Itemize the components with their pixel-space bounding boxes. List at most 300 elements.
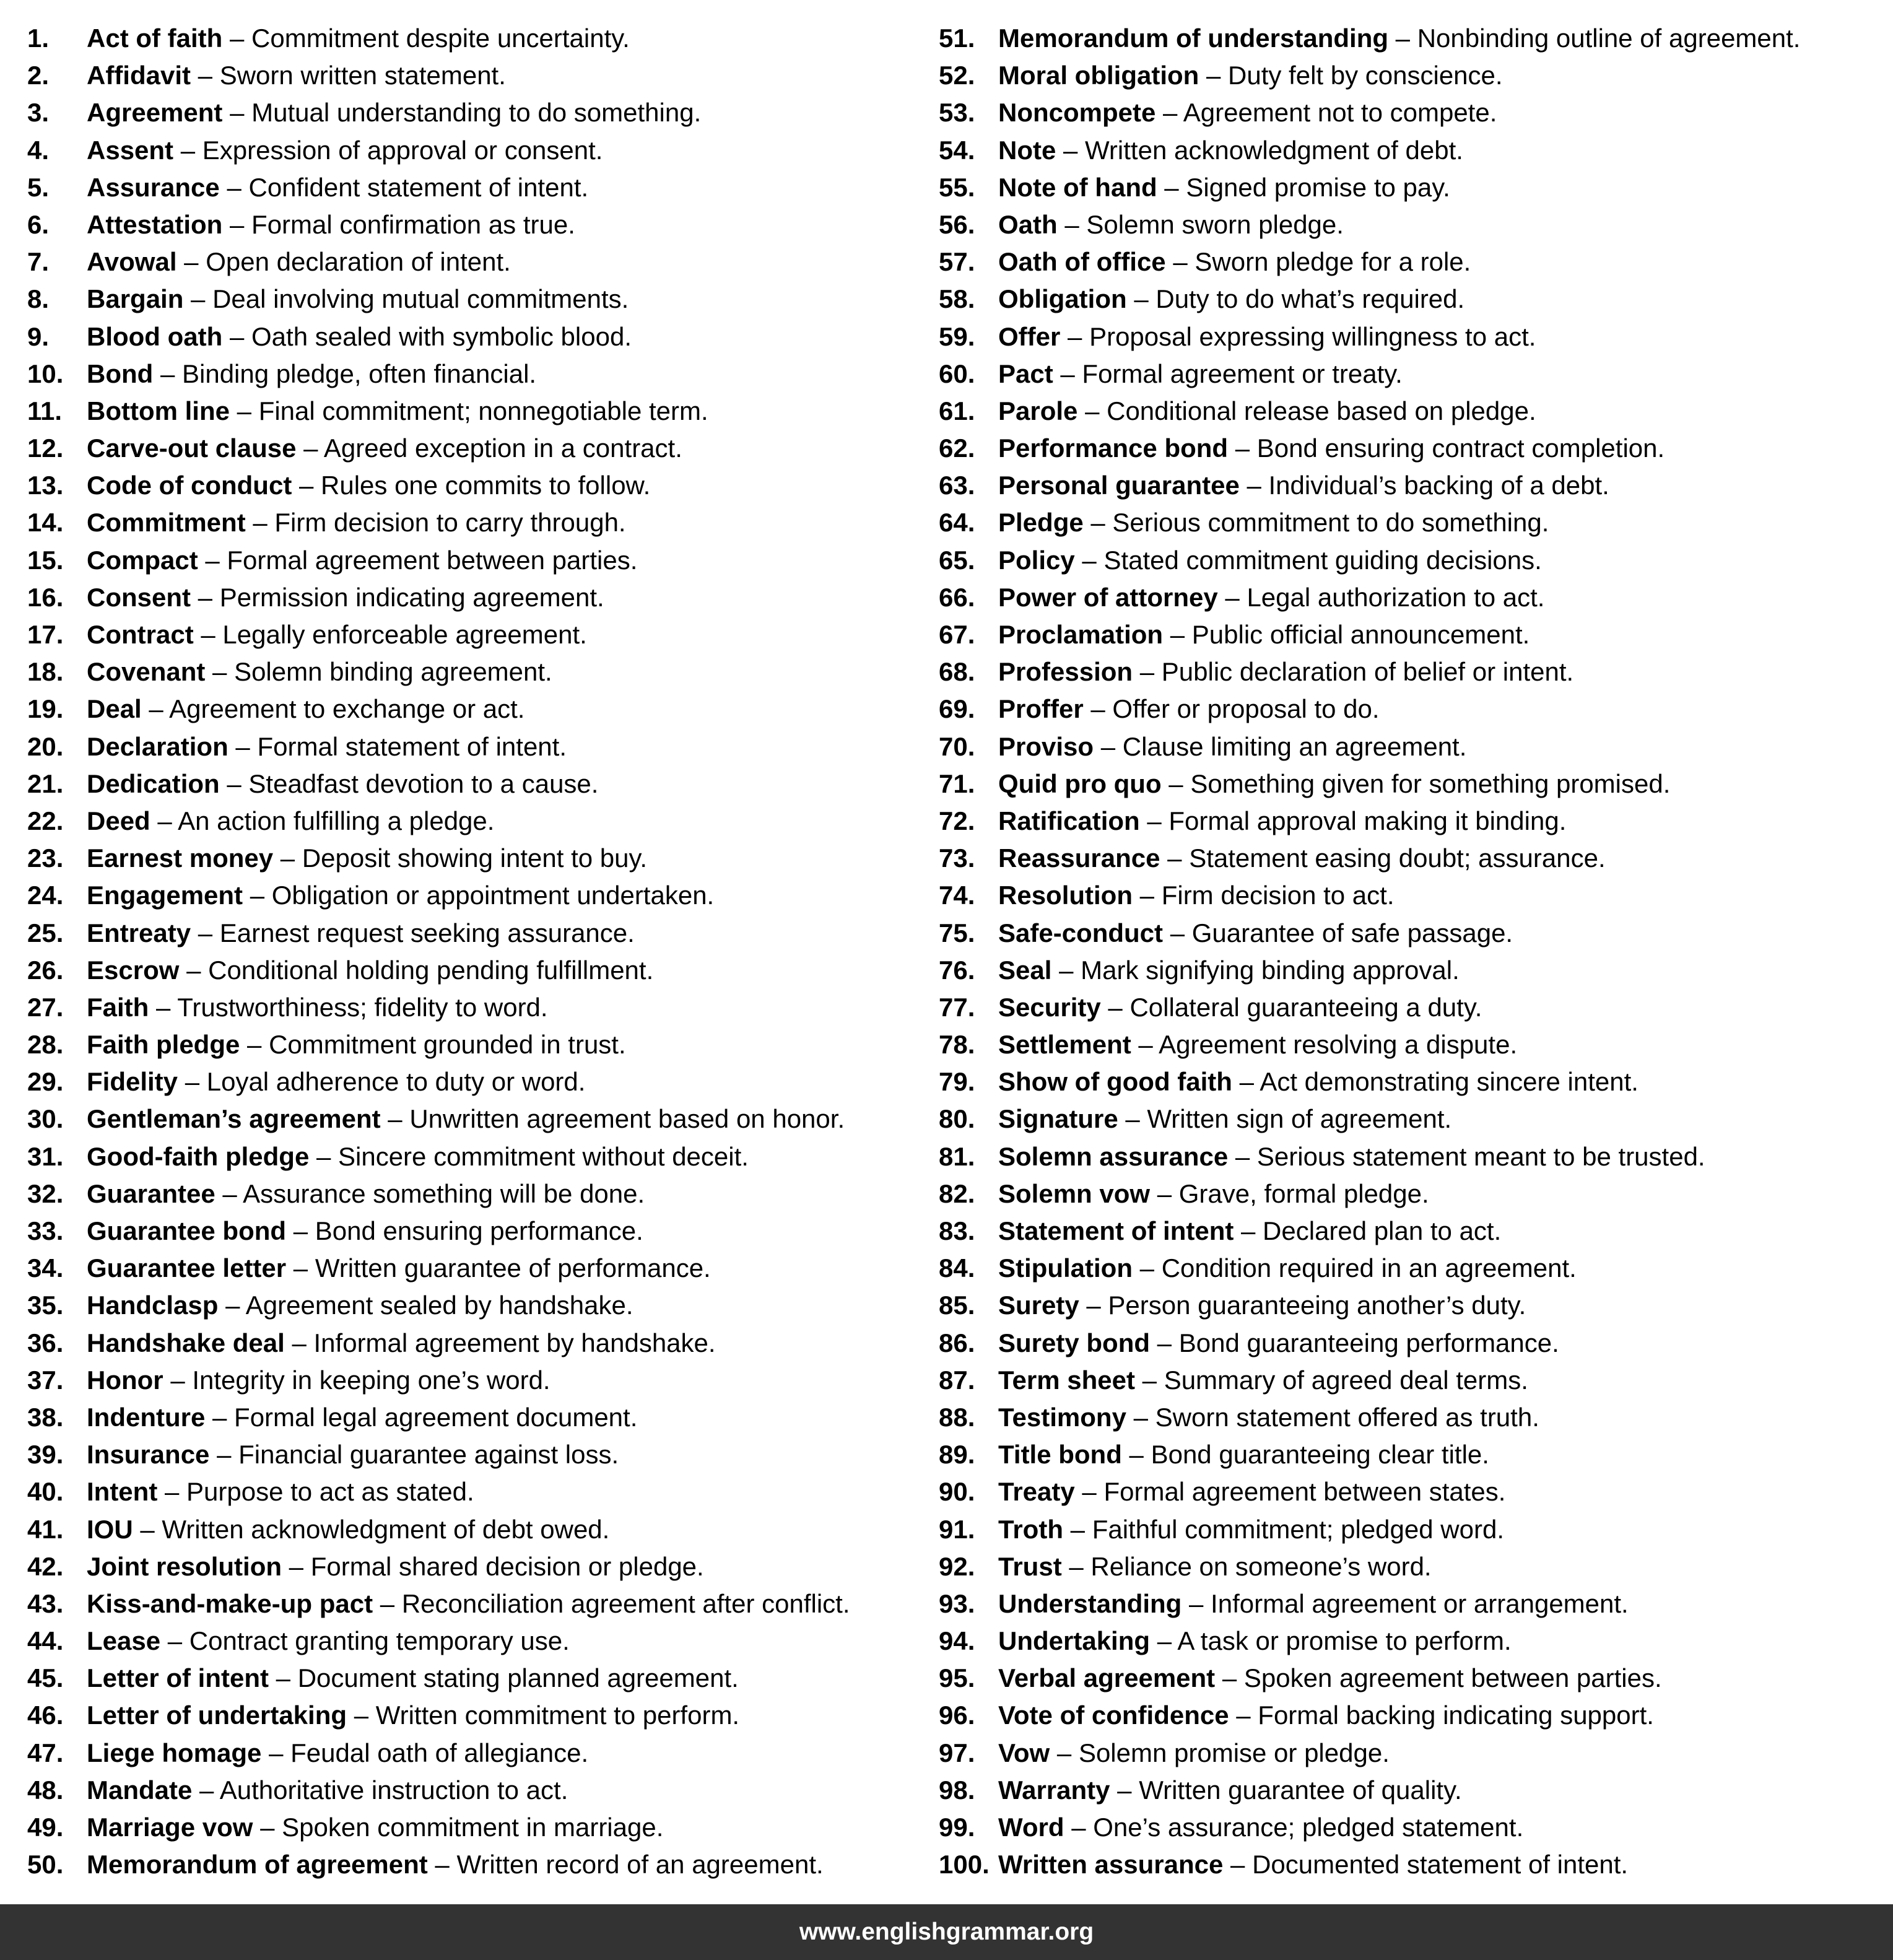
item-text	[87, 1399, 637, 1436]
item-separator: –	[1150, 1328, 1179, 1357]
item-definition: Informal agreement by handshake.	[313, 1328, 716, 1357]
item-text	[998, 952, 1460, 989]
list-item	[939, 504, 1880, 541]
item-number: 94.	[939, 1626, 975, 1656]
item-separator: –	[1057, 209, 1087, 239]
item-definition: Expression of approval or consent.	[202, 135, 603, 165]
item-definition: Trustworthiness; fidelity to word.	[177, 992, 548, 1022]
list-item	[27, 803, 925, 840]
item-text	[998, 1809, 1523, 1846]
list-item	[27, 1697, 925, 1734]
item-definition: Final commitment; nonnegotiable term.	[258, 396, 708, 425]
item-number: 77.	[939, 992, 975, 1022]
item-term: Dedication	[87, 769, 220, 798]
item-number: 14.	[27, 508, 64, 538]
footer-bar	[0, 1904, 1893, 1960]
item-definition: Formal agreement or treaty.	[1082, 359, 1403, 388]
item-definition: Oath sealed with symbolic blood.	[251, 321, 632, 351]
item-separator: –	[1077, 396, 1107, 425]
item-number: 41.	[27, 1514, 64, 1544]
item-text	[87, 989, 548, 1026]
item-separator: –	[229, 396, 259, 425]
item-text	[998, 1138, 1705, 1175]
item-text	[998, 20, 1800, 57]
item-term: Faith pledge	[87, 1030, 240, 1060]
item-separator: –	[1199, 61, 1229, 90]
item-text	[87, 94, 701, 131]
item-text	[998, 504, 1549, 541]
item-text	[87, 1250, 711, 1287]
list-item	[27, 169, 925, 206]
list-item	[27, 318, 925, 355]
item-number: 28.	[27, 1030, 64, 1060]
item-term: Kiss-and-make-up pact	[87, 1588, 373, 1618]
item-number: 62.	[939, 433, 975, 463]
list-item	[939, 1250, 1880, 1287]
item-separator: –	[1126, 284, 1156, 314]
list-item	[939, 1287, 1880, 1324]
item-separator: –	[1133, 657, 1162, 687]
item-definition: Condition required in an agreement.	[1161, 1253, 1577, 1283]
list-item	[27, 1772, 925, 1809]
item-number: 40.	[27, 1477, 64, 1507]
item-number: 87.	[939, 1365, 975, 1395]
item-definition: Firm decision to carry through.	[274, 508, 626, 538]
item-separator: –	[191, 918, 220, 947]
item-term: Note of hand	[998, 172, 1157, 202]
item-text	[87, 1138, 749, 1175]
item-text	[87, 840, 647, 877]
item-text	[87, 1362, 550, 1399]
item-term: Attestation	[87, 209, 223, 239]
item-number: 73.	[939, 843, 975, 873]
list-item	[27, 1622, 925, 1660]
item-number: 70.	[939, 731, 975, 761]
item-term: Lease	[87, 1626, 161, 1656]
item-definition: Bond guaranteeing clear title.	[1151, 1440, 1489, 1470]
list-item	[939, 94, 1880, 131]
item-number: 26.	[27, 955, 64, 985]
item-text	[87, 1660, 739, 1697]
item-separator: –	[222, 209, 252, 239]
item-number: 88.	[939, 1402, 975, 1432]
item-term: Moral obligation	[998, 61, 1199, 90]
item-term: Statement of intent	[998, 1216, 1234, 1245]
item-number: 3.	[27, 98, 50, 128]
item-separator: –	[1074, 545, 1104, 575]
item-separator: –	[219, 172, 249, 202]
item-number: 12.	[27, 433, 64, 463]
item-number: 56.	[939, 209, 975, 239]
list-item	[939, 467, 1880, 504]
list-item	[939, 1473, 1880, 1510]
item-term: Vow	[998, 1738, 1050, 1767]
item-definition: Mark signifying binding approval.	[1081, 955, 1460, 985]
item-number: 76.	[939, 955, 975, 985]
list-item	[27, 94, 925, 131]
list-item	[939, 1585, 1880, 1622]
list-item	[939, 57, 1880, 94]
item-text	[998, 1436, 1489, 1473]
item-number: 69.	[939, 694, 975, 724]
item-definition: Spoken commitment in marriage.	[282, 1813, 664, 1842]
item-number: 54.	[939, 135, 975, 165]
item-separator: –	[133, 1514, 162, 1544]
item-term: Covenant	[87, 657, 206, 687]
item-definition: Written sign of agreement.	[1147, 1104, 1452, 1134]
item-term: Note	[998, 135, 1056, 165]
item-separator: –	[284, 1328, 314, 1357]
item-text	[998, 616, 1530, 653]
item-separator: –	[173, 135, 202, 165]
list-item	[939, 169, 1880, 206]
item-term: Good-faith pledge	[87, 1141, 310, 1171]
item-text	[998, 803, 1566, 840]
item-term: Surety	[998, 1291, 1079, 1320]
list-item	[27, 1287, 925, 1324]
list-item	[27, 206, 925, 243]
item-definition: Proposal expressing willingness to act.	[1089, 321, 1536, 351]
item-separator: –	[209, 1440, 239, 1470]
item-term: Proviso	[998, 731, 1094, 761]
list-item	[27, 1175, 925, 1213]
item-number: 48.	[27, 1775, 64, 1805]
item-term: Performance bond	[998, 433, 1229, 463]
item-term: Guarantee	[87, 1178, 215, 1208]
item-term: Act of faith	[87, 24, 223, 53]
list-item	[27, 542, 925, 579]
item-separator: –	[1163, 620, 1192, 649]
item-number: 25.	[27, 918, 64, 947]
item-term: Stipulation	[998, 1253, 1133, 1283]
item-definition: Grave, formal pledge.	[1178, 1178, 1429, 1208]
list-item	[939, 1622, 1880, 1660]
item-text	[87, 132, 603, 169]
item-number: 90.	[939, 1477, 975, 1507]
item-term: Letter of intent	[87, 1663, 269, 1693]
list-item	[939, 1213, 1880, 1250]
item-term: Affidavit	[87, 61, 191, 90]
item-text	[87, 728, 567, 765]
item-definition: Formal shared decision or pledge.	[310, 1551, 704, 1581]
item-separator: –	[183, 284, 213, 314]
item-term: Undertaking	[998, 1626, 1151, 1656]
item-separator: –	[282, 1551, 311, 1581]
item-number: 30.	[27, 1104, 64, 1134]
item-number: 79.	[939, 1067, 975, 1097]
item-separator: –	[219, 769, 249, 798]
list-item	[939, 393, 1880, 430]
item-definition: Reliance on someone’s word.	[1090, 1551, 1432, 1581]
item-separator: –	[286, 1253, 315, 1283]
item-separator: –	[228, 731, 258, 761]
item-separator: –	[268, 1663, 298, 1693]
item-number: 45.	[27, 1663, 64, 1693]
item-term: Proclamation	[998, 620, 1164, 649]
item-number: 72.	[939, 806, 975, 835]
item-text	[998, 393, 1536, 430]
item-term: Bond	[87, 359, 154, 388]
item-separator: –	[347, 1701, 376, 1730]
item-definition: Agreement sealed by handshake.	[245, 1291, 633, 1320]
item-separator: –	[1234, 1216, 1263, 1245]
item-definition: Formal statement of intent.	[257, 731, 567, 761]
item-definition: Informal agreement or arrangement.	[1211, 1588, 1629, 1618]
item-separator: –	[1053, 359, 1082, 388]
item-definition: Open declaration of intent.	[206, 247, 511, 277]
item-definition: A task or promise to perform.	[1177, 1626, 1512, 1656]
item-term: Guarantee bond	[87, 1216, 287, 1245]
item-separator: –	[178, 1067, 207, 1097]
item-separator: –	[163, 1365, 193, 1395]
item-separator: –	[1232, 1067, 1260, 1097]
item-text	[87, 1325, 716, 1362]
item-definition: Agreed exception in a contract.	[323, 433, 682, 463]
item-term: Oath	[998, 209, 1058, 239]
item-term: Memorandum of agreement	[87, 1850, 428, 1879]
list-item	[27, 989, 925, 1026]
item-text	[998, 1175, 1429, 1213]
item-number: 58.	[939, 284, 975, 314]
item-number: 38.	[27, 1402, 64, 1432]
item-number: 78.	[939, 1030, 975, 1060]
item-number: 31.	[27, 1141, 64, 1171]
item-number: 95.	[939, 1663, 975, 1693]
item-definition: Written record of an agreement.	[456, 1850, 824, 1879]
item-text	[87, 1063, 585, 1100]
item-text	[87, 206, 575, 243]
item-separator: –	[1229, 1701, 1258, 1730]
item-definition: Agreement not to compete.	[1183, 98, 1497, 128]
list-item	[27, 1436, 925, 1473]
list-item	[27, 20, 925, 57]
item-separator: –	[205, 657, 235, 687]
item-number: 51.	[939, 24, 975, 53]
list-item	[27, 1548, 925, 1585]
list-item	[939, 653, 1880, 690]
item-separator: –	[1217, 582, 1247, 612]
list-item	[27, 355, 925, 393]
list-item	[27, 1362, 925, 1399]
word-list-left-column	[27, 20, 925, 1883]
item-number: 61.	[939, 396, 975, 425]
item-number: 85.	[939, 1291, 975, 1320]
list-item	[939, 355, 1880, 393]
item-term: Safe-conduct	[998, 918, 1164, 947]
item-definition: Bond ensuring contract completion.	[1256, 433, 1665, 463]
item-term: Treaty	[998, 1477, 1075, 1507]
item-text	[998, 1511, 1504, 1548]
list-item	[939, 20, 1880, 57]
item-term: Signature	[998, 1104, 1118, 1134]
footer-url: www.englishgrammar.org	[799, 1919, 1094, 1945]
item-number: 80.	[939, 1104, 975, 1134]
item-term: Seal	[998, 955, 1052, 985]
item-definition: Rules one commits to follow.	[321, 471, 651, 500]
item-number: 16.	[27, 582, 64, 612]
item-separator: –	[1094, 731, 1123, 761]
item-number: 2.	[27, 61, 50, 90]
item-definition: Firm decision to act.	[1161, 881, 1395, 910]
item-term: Understanding	[998, 1588, 1182, 1618]
item-text	[87, 915, 635, 952]
list-item	[27, 840, 925, 877]
list-item	[27, 1100, 925, 1138]
item-number: 68.	[939, 657, 975, 687]
item-definition: Legal authorization to act.	[1247, 582, 1545, 612]
item-text	[998, 1697, 1654, 1734]
item-term: Commitment	[87, 508, 246, 538]
item-separator: –	[1163, 918, 1192, 947]
item-definition: Written acknowledgment of debt owed.	[162, 1514, 610, 1544]
item-term: Marriage vow	[87, 1813, 253, 1842]
item-separator: –	[261, 1738, 291, 1767]
item-separator: –	[1150, 1626, 1178, 1656]
item-text	[87, 1548, 704, 1585]
item-text	[998, 57, 1503, 94]
item-separator: –	[1139, 806, 1169, 835]
item-text	[998, 989, 1482, 1026]
item-number: 83.	[939, 1216, 975, 1245]
item-text	[87, 393, 708, 430]
item-definition: Formal approval making it binding.	[1168, 806, 1567, 835]
list-item	[27, 504, 925, 541]
item-separator: –	[215, 1178, 243, 1208]
item-text	[998, 318, 1536, 355]
item-number: 10.	[27, 359, 64, 388]
item-separator: –	[1074, 1477, 1104, 1507]
list-item	[27, 653, 925, 690]
item-definition: One’s assurance; pledged statement.	[1093, 1813, 1524, 1842]
item-term: Verbal agreement	[998, 1663, 1216, 1693]
item-text	[998, 1772, 1462, 1809]
item-separator: –	[1165, 247, 1195, 277]
item-number: 65.	[939, 545, 975, 575]
item-text	[87, 243, 511, 281]
list-item	[939, 1138, 1880, 1175]
item-term: Handclasp	[87, 1291, 219, 1320]
item-separator: –	[292, 471, 321, 500]
list-item	[939, 1063, 1880, 1100]
list-item	[27, 1026, 925, 1063]
item-text	[998, 243, 1471, 281]
item-text	[998, 94, 1497, 131]
item-text	[87, 1735, 588, 1772]
item-definition: Offer or proposal to do.	[1112, 694, 1380, 724]
item-number: 15.	[27, 545, 64, 575]
item-separator: –	[380, 1104, 410, 1134]
item-separator: –	[1051, 955, 1081, 985]
item-definition: Commitment grounded in trust.	[269, 1030, 626, 1060]
item-term: Pledge	[998, 508, 1084, 538]
item-number: 60.	[939, 359, 975, 388]
item-term: Bargain	[87, 284, 184, 314]
item-text	[87, 616, 587, 653]
list-item	[27, 1399, 925, 1436]
item-term: Reassurance	[998, 843, 1160, 873]
item-separator: –	[1063, 1514, 1092, 1544]
item-definition: Public official announcement.	[1191, 620, 1530, 649]
item-definition: Documented statement of intent.	[1252, 1850, 1629, 1879]
item-number: 35.	[27, 1291, 64, 1320]
item-text	[998, 467, 1609, 504]
item-text	[87, 877, 714, 914]
item-separator: –	[1064, 1813, 1094, 1842]
list-item	[939, 877, 1880, 914]
item-text	[87, 542, 637, 579]
list-item	[939, 840, 1880, 877]
item-separator: –	[191, 61, 220, 90]
item-text	[87, 653, 552, 690]
item-number: 1.	[27, 24, 50, 53]
item-separator: –	[149, 992, 178, 1022]
item-term: Bottom line	[87, 396, 230, 425]
item-definition: Solemn binding agreement.	[234, 657, 552, 687]
item-term: Testimony	[998, 1402, 1126, 1432]
item-separator: –	[191, 582, 220, 612]
item-separator: –	[1056, 135, 1086, 165]
item-term: Fidelity	[87, 1067, 178, 1097]
item-separator: –	[160, 1626, 189, 1656]
item-text	[998, 1846, 1628, 1883]
item-separator: –	[1100, 992, 1130, 1022]
item-definition: Sincere commitment without deceit.	[338, 1141, 749, 1171]
item-term: Quid pro quo	[998, 769, 1162, 798]
item-text	[998, 1473, 1505, 1510]
item-number: 34.	[27, 1253, 64, 1283]
item-term: Carve-out clause	[87, 433, 297, 463]
item-term: Term sheet	[998, 1365, 1135, 1395]
item-text	[87, 1809, 663, 1846]
item-text	[87, 803, 494, 840]
item-term: Trust	[998, 1551, 1062, 1581]
item-separator: –	[286, 1216, 315, 1245]
item-separator: –	[1157, 172, 1186, 202]
list-item	[939, 1660, 1880, 1697]
item-term: Handshake deal	[87, 1328, 285, 1357]
item-term: Mandate	[87, 1775, 193, 1805]
item-separator: –	[1134, 1365, 1164, 1395]
item-number: 53.	[939, 98, 975, 128]
item-text	[998, 206, 1344, 243]
item-text	[87, 1772, 568, 1809]
item-text	[998, 728, 1466, 765]
list-item	[939, 728, 1880, 765]
item-number: 98.	[939, 1775, 975, 1805]
item-text	[998, 579, 1544, 616]
item-separator: –	[253, 1813, 282, 1842]
item-text	[87, 430, 682, 467]
item-term: Resolution	[998, 881, 1133, 910]
item-definition: Act demonstrating sincere intent.	[1260, 1067, 1638, 1097]
item-definition: Integrity in keeping one’s word.	[192, 1365, 550, 1395]
item-separator: –	[1228, 433, 1257, 463]
item-text	[87, 20, 630, 57]
item-term: Blood oath	[87, 321, 223, 351]
item-text	[998, 1213, 1501, 1250]
item-number: 74.	[939, 881, 975, 910]
item-number: 19.	[27, 694, 64, 724]
list-item	[939, 1697, 1880, 1734]
list-item	[939, 1026, 1880, 1063]
list-item	[939, 243, 1880, 281]
list-item	[939, 281, 1880, 318]
list-item	[27, 1809, 925, 1846]
list-item	[27, 765, 925, 803]
item-term: Proffer	[998, 694, 1084, 724]
item-term: Power of attorney	[998, 582, 1218, 612]
item-text	[87, 1585, 850, 1622]
